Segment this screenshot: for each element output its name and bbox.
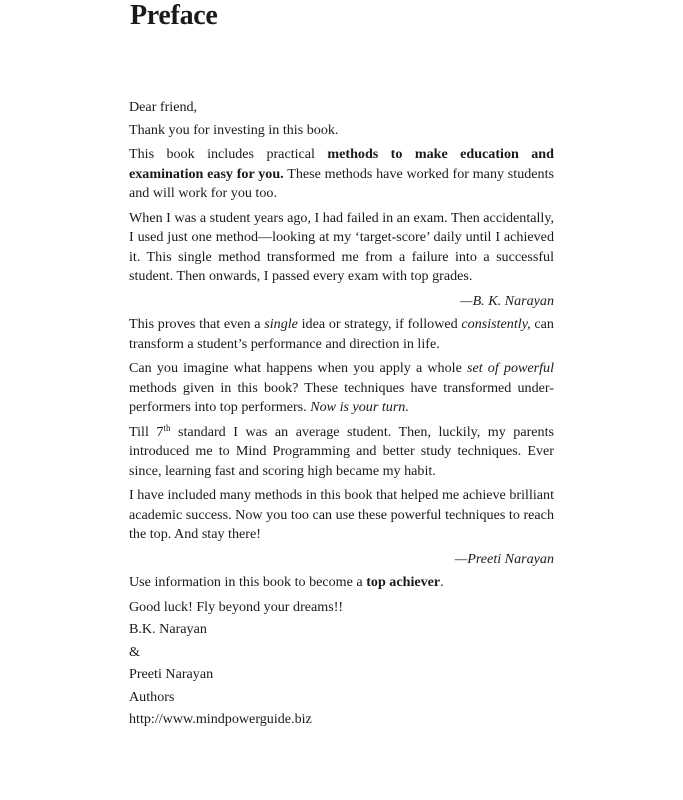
paragraph-methods: This book includes practical methods to make education and examination easy for you. These methods have worked for many students and will work for you too. bbox=[129, 146, 554, 201]
paragraph-story-bk: When I was a student years ago, I had failed in an exam. Then accidentally, I used just one method—looking at my ‘target-score’ daily until I achieved it. This single method transformed me from a failure into a successful student. Then onwards, I passed every exam with top grades. bbox=[129, 209, 554, 284]
closing-line: Good luck! Fly beyond your dreams!! bbox=[129, 598, 344, 615]
paragraph-single-idea: This proves that even a single idea or strategy, if followed consistently, can transform a student’s performance and direction in life. bbox=[129, 316, 554, 352]
author-preeti-narayan: Preeti Narayan bbox=[129, 666, 214, 682]
website-url: http://www.mindpowerguide.biz bbox=[129, 711, 312, 727]
paragraph-top-achiever: Use information in this book to become a top achiever. bbox=[129, 574, 444, 590]
signature-bk-narayan: —B. K. Narayan bbox=[460, 292, 554, 309]
signature-preeti-narayan: —Preeti Narayan bbox=[454, 550, 554, 567]
paragraph-methods-helped: I have included many methods in this book that helped me achieve brilliant academic success. Now you too can use these powerful techniques to reach the top. And stay there! bbox=[129, 487, 554, 542]
paragraph-story-preeti: Till 7th standard I was an average student. Then, luckily, my parents introduced me to Mind Programming and better study techniques. Ever since, learning fast and scoring high became my habit. bbox=[129, 422, 555, 479]
thanks-line: Thank you for investing in this book. bbox=[129, 121, 339, 138]
page-title: Preface bbox=[130, 0, 218, 31]
author-bk-narayan: B.K. Narayan bbox=[129, 621, 207, 637]
authors-label: Authors bbox=[129, 688, 175, 705]
preface-body bbox=[129, 98, 554, 733]
bold-top-achiever: top achiever bbox=[366, 574, 441, 590]
ampersand: & bbox=[129, 643, 140, 660]
bold-methods: methods to make education and examination easy for you. bbox=[129, 146, 554, 182]
paragraph-imagine: Can you imagine what happens when you apply a whole set of powerful methods given in this book? These techniques have transformed under-performers into top performers. Now is your turn. bbox=[129, 360, 555, 415]
greeting: Dear friend, bbox=[129, 99, 198, 115]
